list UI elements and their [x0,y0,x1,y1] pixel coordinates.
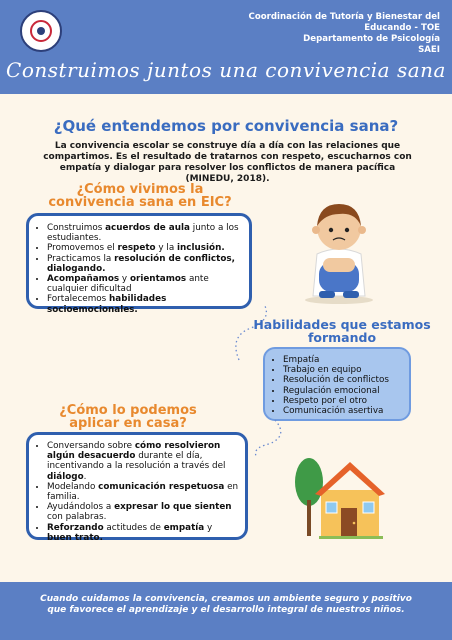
school-logo [20,10,62,52]
section1-heading [40,183,240,209]
list-item [47,294,243,314]
section1-box [26,213,252,315]
list-item-text: junto a los estudiantes. [47,223,239,244]
section3-list [33,441,239,543]
org-line: Educando - TOE [364,23,440,33]
page-title: Construimos juntos una convivencia sana [6,58,446,82]
skill-item: • Resolución de conflictos [283,375,405,385]
list-item-text: Conversando sobre [47,441,135,451]
list-item-text: cómo resolvieron algún desacuerdo [47,441,221,462]
heading-line: Habilidades que estamos [253,317,431,332]
list-item-text: y [204,522,213,533]
list-item [47,441,239,482]
org-line: Departamento de Psicología [303,34,440,44]
skill-item: • Respeto por el otro [283,396,405,406]
list-item [47,243,243,253]
list-item-text: Modelando [47,481,99,492]
heading-line: formando [307,330,377,345]
question-heading: ¿Qué entendemos por convivencia sana? [53,117,399,135]
list-item-text: con palabras. [47,512,107,523]
section3-heading [48,404,208,430]
list-item-text: Promovemos el [47,243,118,254]
logo-center [37,27,45,35]
org-line: SAEI [418,45,440,55]
list-item [47,502,239,522]
list-item-text: diálogo [47,471,84,482]
list-item-text: . [83,471,87,482]
list-item-text: habilidades socioemocionales. [47,294,167,315]
list-item [47,274,243,294]
heading-line: convivencia sana en EIC? [48,195,232,210]
list-item-text: resolución de conflictos, dialogando. [47,253,235,274]
list-item-text: Practicamos la [47,253,115,264]
skill-item: • Regulación emocional [283,386,405,396]
list-item-text: durante el día, incentivando a la resolución a través del [47,451,226,472]
skill-item: • Empatía [283,355,405,365]
footer-message: Cuando cuidamos la convivencia, creamos un ambiente seguro y positivo que favorece el aprendizaje y el desarrollo integral de nuestros niños. [40,594,412,615]
list-item [47,523,239,543]
list-item-text: expresar lo que sienten [114,502,232,513]
list-item-text: actitudes de [103,522,164,533]
list-item-text: Fortalecemos [47,294,110,305]
section3-box [26,432,248,543]
list-item-text: buen trato. [47,532,103,543]
list-item-text: ante cualquier dificultad [47,274,209,295]
list-item-text: Ayudándolos a [47,502,115,513]
heading-line: ¿Cómo vivimos la [76,182,204,197]
list-item [47,254,243,274]
list-item-text: acuerdos de aula [105,223,190,233]
skill-item: • Trabajo en equipo [283,365,405,375]
house-illustration [293,452,393,542]
list-item-text: respeto [117,243,156,254]
list-item [47,223,243,243]
list-item-text: Acompañamos [47,274,120,285]
organization-block [210,12,440,56]
list-item-text: y [119,274,130,285]
list-item-text: Construimos [47,223,106,233]
org-line: Coordinación de Tutoría y Bienestar del [248,12,440,22]
list-item-text: inclusión. [177,243,225,254]
intro-paragraph: La convivencia escolar se construye día a día con las relaciones que compartimos. Es el resultado de tratarnos con respeto, escucharnos con empatía y dialogar para resolver los conflictos de manera pacífica (MINEDU, 2018). [43,141,412,184]
section2-list [269,355,405,416]
list-item-text: Reforzando [47,522,104,533]
list-item-text: y la [155,243,178,254]
skill-item: • Comunicación asertiva [283,406,405,416]
section2-heading [252,318,432,344]
list-item [47,482,239,502]
section1-list [33,223,243,315]
list-item-text: empatía [163,522,205,533]
heading-line: ¿Cómo lo podemos [59,403,197,418]
dotted-connector [245,418,295,460]
list-item-text: en familia. [47,481,239,503]
sad-child-illustration [295,196,383,306]
list-item-text: orientamos [129,274,187,285]
section2-box [263,347,411,421]
list-item-text: comunicación respetuosa [98,481,225,492]
heading-line: aplicar en casa? [69,416,187,431]
